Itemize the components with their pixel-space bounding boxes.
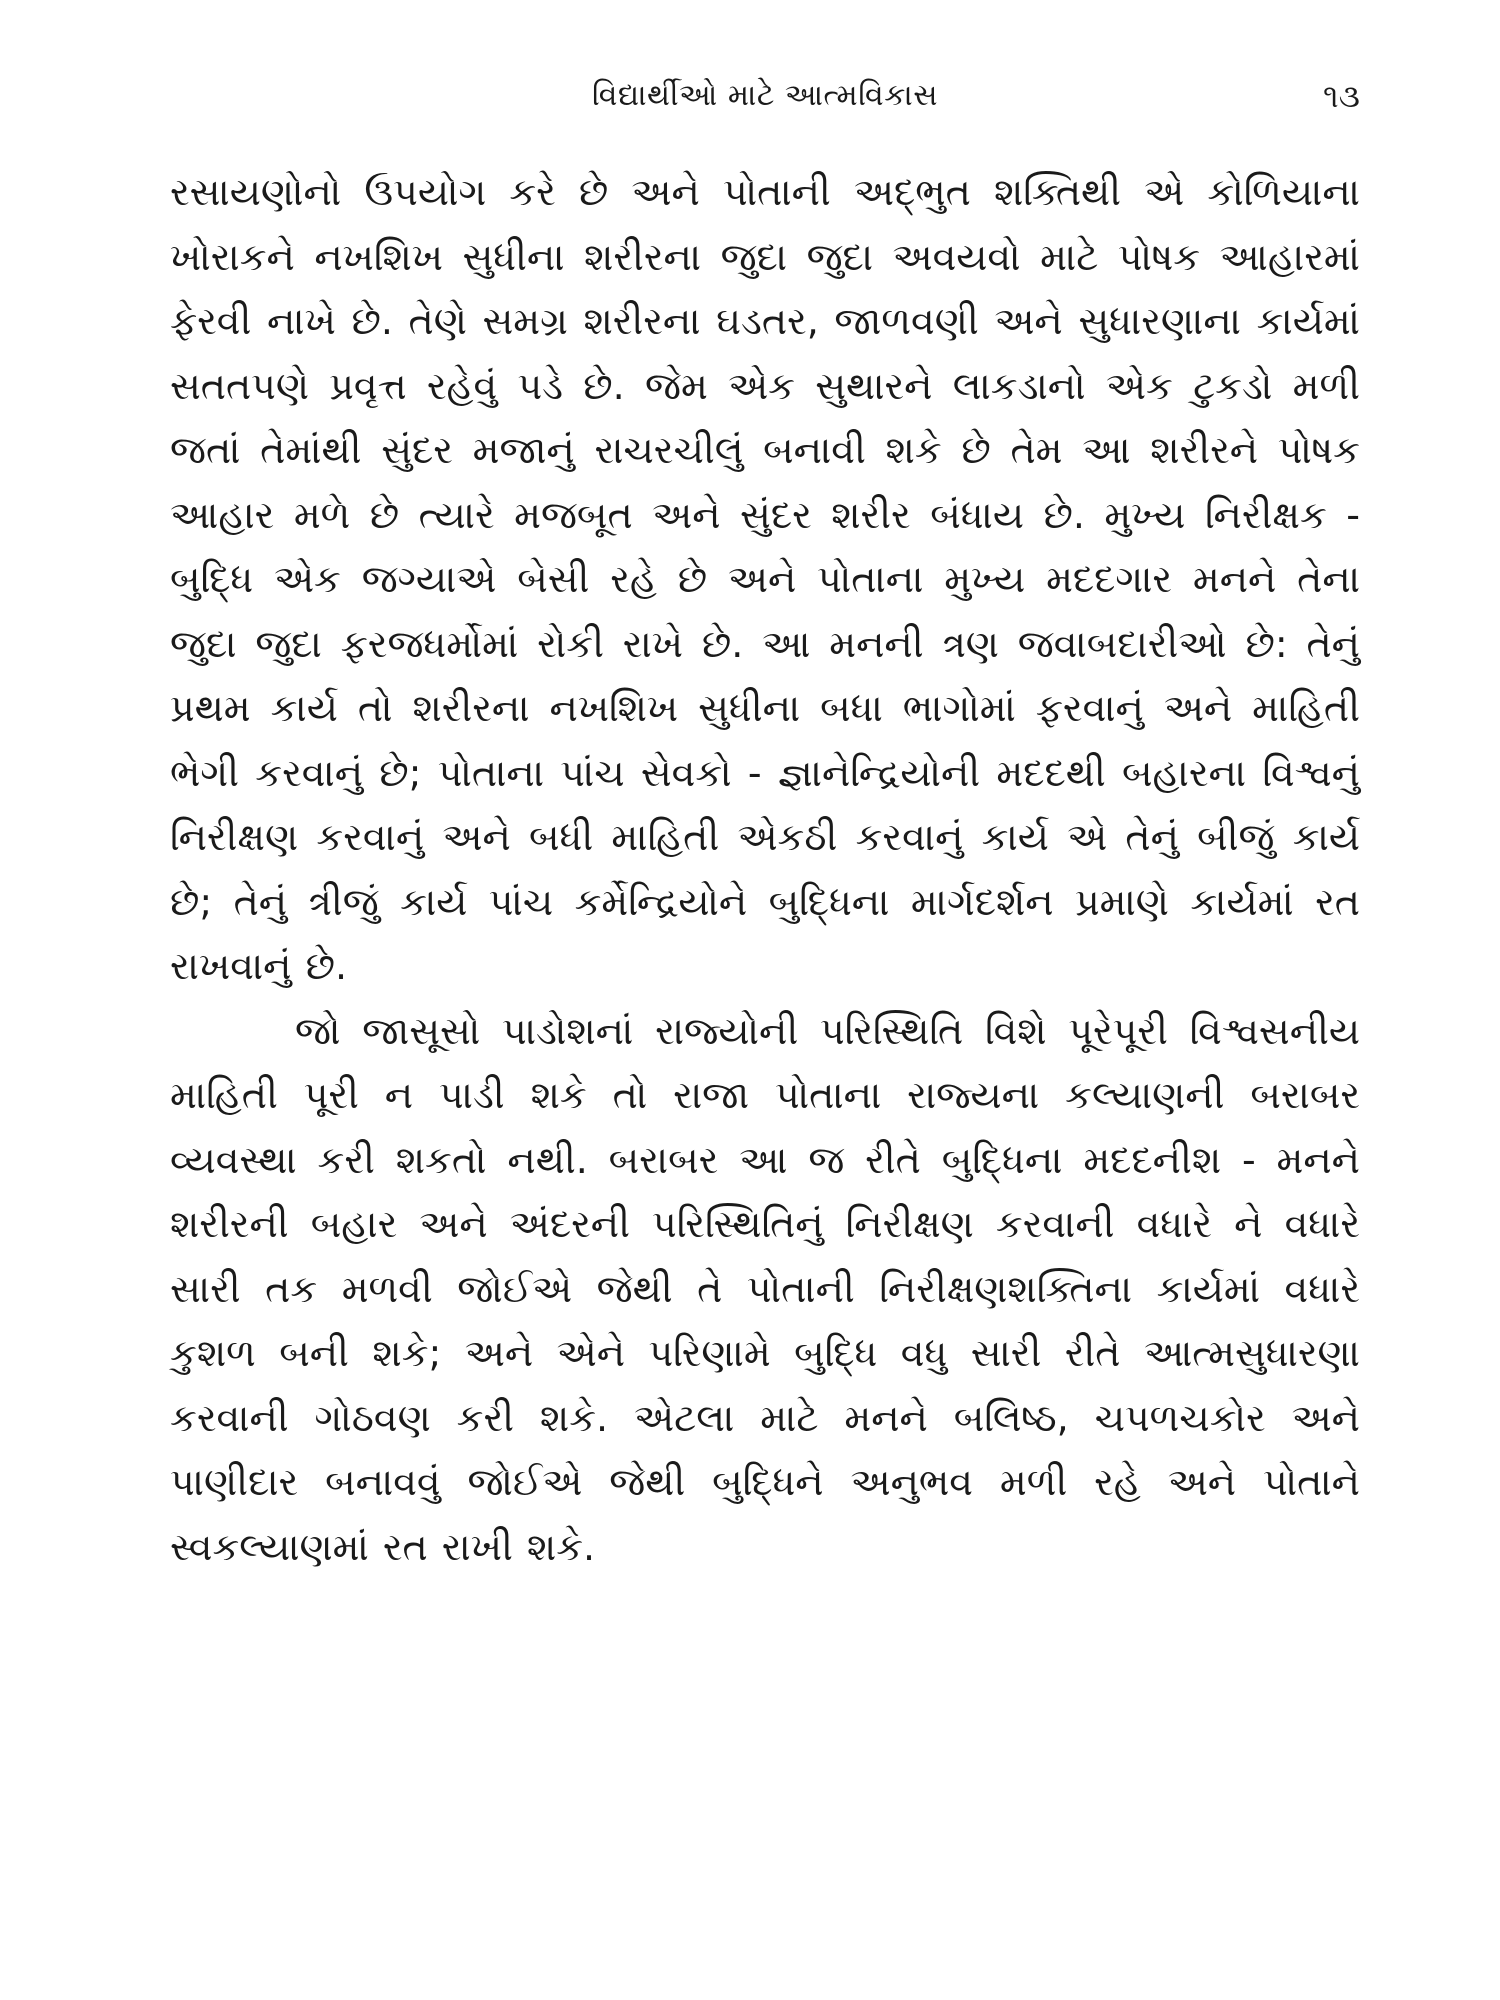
page-number: ૧૩ (1323, 77, 1360, 115)
paragraph-2: જો જાસૂસો પાડોશનાં રાજ્યોની પરિસ્થિતિ વિશે પૂરેપૂરી વિશ્વસનીય માહિતી પૂરી ન પાડી શકે તો રાજા પોતાના રાજ્યના કલ્યાણની બરાબર વ્યવસ્થા કરી શકતો નથી. બરાબર આ જ રીતે બુદ્ધિના મદદનીશ - મનને શરીરની બહાર અને અંદરની પરિસ્થિતિનું નિરીક્ષણ કરવાની વધારે ને વધારે સારી તક મળવી જોઈએ જેથી તે પોતાની નિરીક્ષણશક્તિના કાર્યમાં વધારે કુશળ બની શકે; અને એને પરિણામે બુદ્ધિ વધુ સારી રીતે આત્મસુધારણા કરવાની ગોઠવણ કરી શકે. એટલા માટે મનને બલિષ્ઠ, ચપળચકોર અને પાણીદાર બનાવવું જોઈએ જેથી બુદ્ધિને અનુભવ મળી રહે અને પોતાને સ્વકલ્યાણમાં રત રાખી શકે. (170, 1008, 1360, 1569)
body-text (170, 160, 1360, 1579)
paragraph-1: રસાયણોનો ઉપયોગ કરે છે અને પોતાની અદ્‌ભુત શક્તિથી એ કોળિયાના ખોરાકને નખશિખ સુધીના શરીરના જુદા જુદા અવયવો માટે પોષક આહારમાં ફેરવી નાખે છે. તેણે સમગ્ર શરીરના ઘડતર, જાળવણી અને સુધારણાના કાર્યમાં સતતપણે પ્રવૃત્ત રહેવું પડે છે. જેમ એક સુથારને લાકડાનો એક ટુકડો મળી જતાં તેમાંથી સુંદર મજાનું રાચરચીલું બનાવી શકે છે તેમ આ શરીરને પોષક આહાર મળે છે ત્યારે મજબૂત અને સુંદર શરીર બંધાય છે. મુખ્ય નિરીક્ષક - બુદ્ધિ એક જગ્યાએ બેસી રહે છે અને પોતાના મુખ્ય મદદગાર મનને તેના જુદા જુદા ફરજધર્મોમાં રોકી રાખે છે. આ મનની ત્રણ જવાબદારીઓ છે: તેનું પ્રથમ કાર્ય તો શરીરના નખશિખ સુધીના બધા ભાગોમાં ફરવાનું અને માહિતી ભેગી કરવાનું છે; પોતાના પાંચ સેવકો - જ્ઞાનેન્દ્રિયોની મદદથી બહારના વિશ્વનું નિરીક્ષણ કરવાનું અને બધી માહિતી એકઠી કરવાનું કાર્ય એ તેનું બીજું કાર્ય છે; તેનું ત્રીજું કાર્ય પાંચ કર્મેન્દ્રિયોને બુદ્ધિના માર્ગદર્શન પ્રમાણે કાર્યમાં રત રાખવાનું છે. (170, 170, 1360, 988)
running-title: વિદ્યાર્થીઓ માટે આત્મવિકાસ (591, 78, 939, 113)
running-head (170, 70, 1360, 130)
